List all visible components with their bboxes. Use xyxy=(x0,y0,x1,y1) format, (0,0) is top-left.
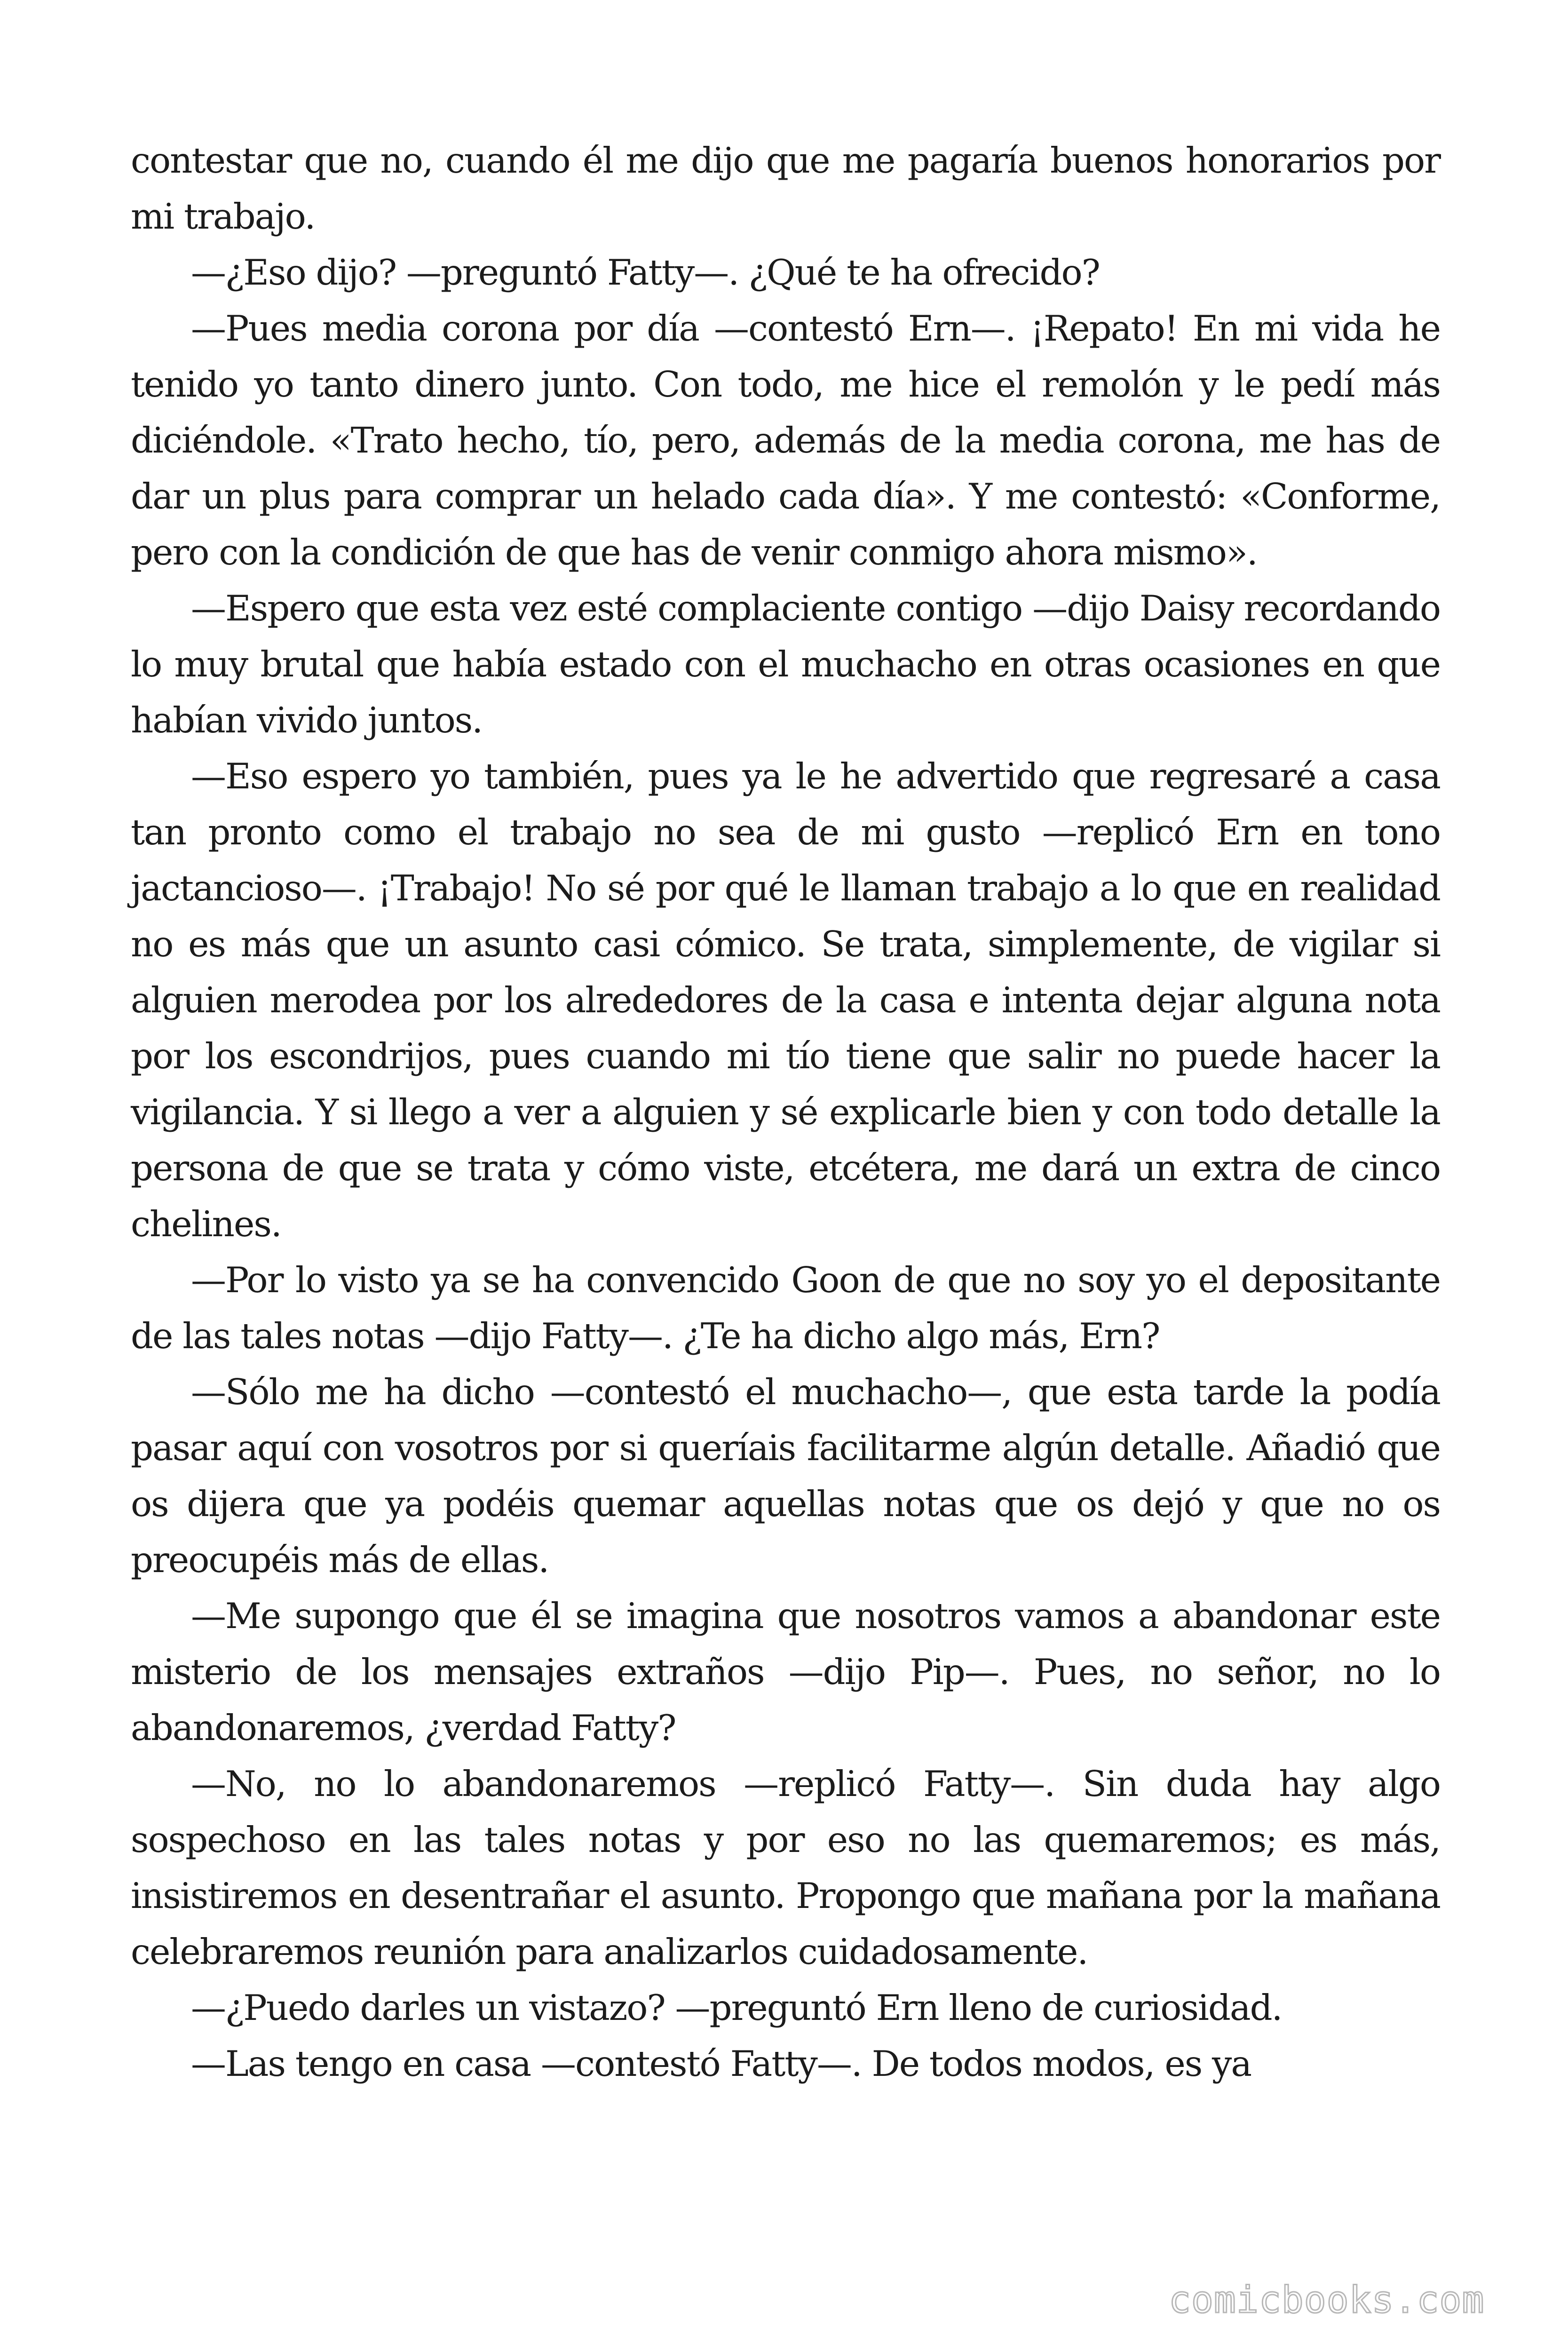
paragraph-10: —¿Puedo darles un vistazo? —preguntó Ern lleno de curiosidad. xyxy=(191,1987,1282,2028)
paragraph-3: —Pues media corona por día —contestó Ern—. ¡Repato! En mi vida he tenido yo tanto dinero junto. Con todo, me hice el remolón y le pedí más diciéndole. «Trato hecho, tío, pero, además de la media corona, me has de dar un plus para comprar un helado cada día». Y me contestó: «Conforme, pero con la condición de que has de venir conmigo ahora mismo». xyxy=(131,308,1440,573)
paragraph-1: contestar que no, cuando él me dijo que me pagaría buenos honorarios por mi trabajo. xyxy=(131,140,1440,237)
watermark-text: comicbooks.com xyxy=(1169,2279,1485,2321)
paragraph-11: —Las tengo en casa —contestó Fatty—. De todos modos, es ya xyxy=(191,2043,1251,2084)
paragraph-2: —¿Eso dijo? —preguntó Fatty—. ¿Qué te ha ofrecido? xyxy=(191,252,1100,293)
book-page xyxy=(131,133,1440,2092)
paragraph-5: —Eso espero yo también, pues ya le he advertido que regresaré a casa tan pronto como el trabajo no sea de mi gusto —replicó Ern en tono jactancioso—. ¡Trabajo! No sé por qué le llaman trabajo a lo que en realidad no es más que un asunto casi cómico. Se trata, simplemente, de vigilar si alguien merodea por los alrededores de la casa e intenta dejar alguna nota por los escondrijos, pues cuando mi tío tiene que salir no puede hacer la vigilancia. Y si llego a ver a alguien y sé explicarle bien y con todo detalle la persona de que se trata y cómo viste, etcétera, me dará un extra de cinco chelines. xyxy=(131,755,1440,1245)
paragraph-6: —Por lo visto ya se ha convencido Goon de que no soy yo el depositante de las tales notas —dijo Fatty—. ¿Te ha dicho algo más, Ern? xyxy=(131,1259,1440,1357)
paragraph-4: —Espero que esta vez esté complaciente contigo —dijo Daisy recordando lo muy brutal que había estado con el muchacho en otras ocasiones en que habían vivido juntos. xyxy=(131,588,1440,741)
paragraph-8: —Me supongo que él se imagina que nosotros vamos a abandonar este misterio de los mensajes extraños —dijo Pip—. Pues, no señor, no lo abandonaremos, ¿verdad Fatty? xyxy=(131,1595,1440,1748)
paragraph-9: —No, no lo abandonaremos —replicó Fatty—. Sin duda hay algo sospechoso en las tales notas y por eso no las quemaremos; es más, insistiremos en desentrañar el asunto. Propongo que mañana por la mañana celebraremos reunión para analizarlos cuidadosamente. xyxy=(131,1763,1440,1972)
paragraph-7: —Sólo me ha dicho —contestó el muchacho—, que esta tarde la podía pasar aquí con vosotros por si queríais facilitarme algún detalle. Añadió que os dijera que ya podéis quemar aquellas notas que os dejó y que no os preocupéis más de ellas. xyxy=(131,1371,1440,1581)
